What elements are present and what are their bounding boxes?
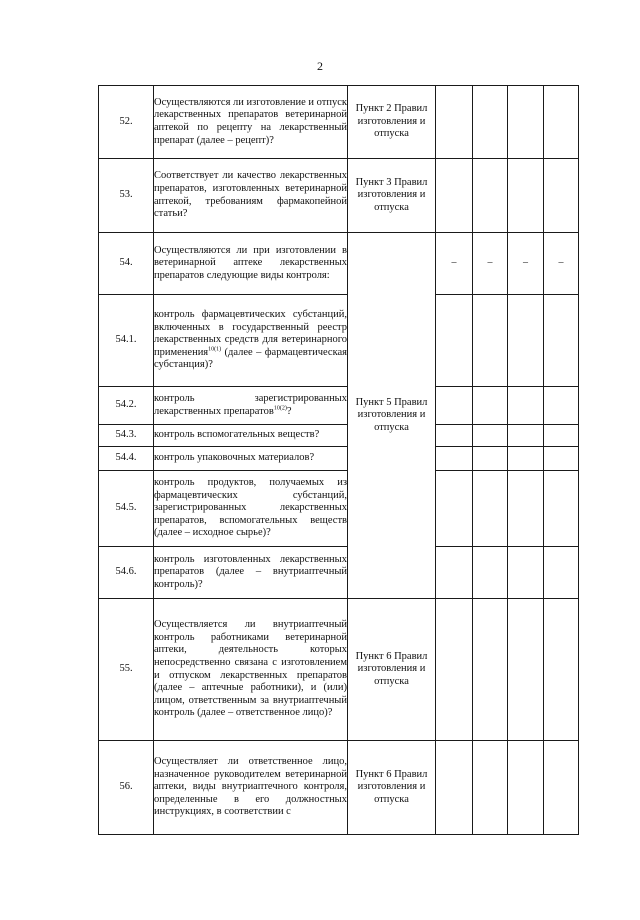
answer-cell-not-applicable[interactable] xyxy=(508,447,544,471)
row-number: 54.6. xyxy=(99,547,154,599)
answer-cell-note[interactable] xyxy=(544,471,579,547)
table-row xyxy=(99,547,579,599)
answer-cell-note[interactable] xyxy=(544,599,579,741)
question-text: Осуществляет ли ответственное лицо, назначенное руководителем ветеринарной аптеки, виды внутриаптечного контроля, определенные в его должностных инструкциях, в соответствии с xyxy=(154,741,348,835)
dash-mark: – xyxy=(558,257,564,269)
table-row xyxy=(99,425,579,447)
row-number: 54.5. xyxy=(99,471,154,547)
answer-cell-yes[interactable] xyxy=(436,741,473,835)
question-text: Осуществляются ли при изготовлении в ветеринарной аптеке лекарственных препаратов следующие виды контроля: xyxy=(154,233,348,295)
question-text xyxy=(154,387,348,425)
answer-cell-yes[interactable] xyxy=(436,86,473,159)
dash-mark: – xyxy=(487,257,493,269)
question-text xyxy=(154,295,348,387)
footnote-marker: 10(2) xyxy=(273,405,287,411)
answer-cell-yes[interactable] xyxy=(436,471,473,547)
question-text: Осуществляется ли внутриаптечный контроль работниками ветеринарной аптеки, деятельность которых непосредственно связана с изготовлением и отпуском лекарственных препаратов (далее – аптечные работники), и (или) лицом, ответственным за внутриаптечный контроль (далее – ответственное лицо)? xyxy=(154,599,348,741)
answer-cell-not-applicable[interactable] xyxy=(508,387,544,425)
legal-reference: Пункт 6 Правил изготовления и отпуска xyxy=(348,741,436,835)
answer-cell-no[interactable] xyxy=(473,159,508,233)
answer-cell-no[interactable] xyxy=(473,471,508,547)
legal-reference: Пункт 6 Правил изготовления и отпуска xyxy=(348,599,436,741)
answer-cell-not-applicable[interactable] xyxy=(508,471,544,547)
row-number: 56. xyxy=(99,741,154,835)
question-text: Соответствует ли качество лекарственных препаратов, изготовленных ветеринарной аптекой, требованиям фармакопейной статьи? xyxy=(154,159,348,233)
question-text: контроль продуктов, получаемых из фармацевтических субстанций, зарегистрированных лекарственных препаратов, вспомогательных веществ (далее – исходное сырье)? xyxy=(154,471,348,547)
answer-cell-no[interactable] xyxy=(473,86,508,159)
answer-cell-note[interactable] xyxy=(544,447,579,471)
answer-cell-not-applicable[interactable] xyxy=(508,741,544,835)
question-text: контроль изготовленных лекарственных препаратов (далее – внутриаптечный контроль)? xyxy=(154,547,348,599)
answer-cell-yes[interactable] xyxy=(436,547,473,599)
question-text: контроль вспомогательных веществ? xyxy=(154,425,348,447)
answer-cell-not-applicable[interactable] xyxy=(508,295,544,387)
answer-cell-note[interactable] xyxy=(544,86,579,159)
page-number: 2 xyxy=(317,59,323,73)
answer-cell-not-applicable xyxy=(508,233,544,295)
question-text-tail: (далее – фармацевтическая субстанция)? xyxy=(154,346,347,371)
answer-cell-not-applicable[interactable] xyxy=(508,159,544,233)
question-text: Осуществляются ли изготовление и отпуск лекарственных препаратов ветеринарной аптекой по рецепту на лекарственный препарат (далее – рецепт)? xyxy=(154,86,348,159)
answer-cell-yes[interactable] xyxy=(436,447,473,471)
answer-cell-yes[interactable] xyxy=(436,295,473,387)
answer-cell-note[interactable] xyxy=(544,387,579,425)
answer-cell-note xyxy=(544,233,579,295)
table-row xyxy=(99,599,579,741)
table-row xyxy=(99,471,579,547)
row-number: 52. xyxy=(99,86,154,159)
row-number: 54.2. xyxy=(99,387,154,425)
answer-cell-yes[interactable] xyxy=(436,387,473,425)
row-number: 54. xyxy=(99,233,154,295)
legal-reference: Пункт 3 Правил изготовления и отпуска xyxy=(348,159,436,233)
answer-cell-no[interactable] xyxy=(473,447,508,471)
answer-cell-no[interactable] xyxy=(473,425,508,447)
table-row xyxy=(99,233,579,295)
answer-cell-note[interactable] xyxy=(544,547,579,599)
answer-cell-no[interactable] xyxy=(473,295,508,387)
answer-cell-yes[interactable] xyxy=(436,599,473,741)
footnote-marker: 10(1) xyxy=(208,346,222,353)
answer-cell-not-applicable[interactable] xyxy=(508,86,544,159)
answer-cell-no[interactable] xyxy=(473,741,508,835)
dash-mark: – xyxy=(523,257,528,269)
table-row xyxy=(99,447,579,471)
legal-reference: Пункт 2 Правил изготовления и отпуска xyxy=(348,86,436,159)
row-number: 54.3. xyxy=(99,425,154,447)
answer-cell-not-applicable[interactable] xyxy=(508,425,544,447)
answer-cell-yes[interactable] xyxy=(436,425,473,447)
answer-cell-note[interactable] xyxy=(544,741,579,835)
question-text-main: контроль фармацевтических субстанций, включенных в государственный реестр лекарственных средств для ветеринарного применения xyxy=(154,309,347,358)
legal-reference: Пункт 5 Правил изготовления и отпуска xyxy=(348,233,436,599)
answer-cell-no[interactable] xyxy=(473,599,508,741)
answer-cell-note[interactable] xyxy=(544,425,579,447)
answer-cell-note[interactable] xyxy=(544,295,579,387)
table-row xyxy=(99,295,579,387)
dash-mark: – xyxy=(451,257,457,269)
row-number: 54.1. xyxy=(99,295,154,387)
table-row xyxy=(99,387,579,425)
answer-cell-yes xyxy=(436,233,473,295)
table-row xyxy=(99,159,579,233)
row-number: 54.4. xyxy=(99,447,154,471)
row-number: 55. xyxy=(99,599,154,741)
row-number: 53. xyxy=(99,159,154,233)
answer-cell-not-applicable[interactable] xyxy=(508,599,544,741)
question-text: контроль упаковочных материалов? xyxy=(154,447,348,471)
answer-cell-no[interactable] xyxy=(473,547,508,599)
question-text-tail: ? xyxy=(286,405,292,417)
answer-cell-no[interactable] xyxy=(473,387,508,425)
answer-cell-note[interactable] xyxy=(544,159,579,233)
answer-cell-no xyxy=(473,233,508,295)
answer-cell-yes[interactable] xyxy=(436,159,473,233)
table-row xyxy=(99,86,579,159)
question-text-main: контроль зарегистрированных лекарственных препаратов xyxy=(154,392,347,417)
table-row xyxy=(99,741,579,835)
answer-cell-not-applicable[interactable] xyxy=(508,547,544,599)
checklist-table xyxy=(98,85,579,835)
